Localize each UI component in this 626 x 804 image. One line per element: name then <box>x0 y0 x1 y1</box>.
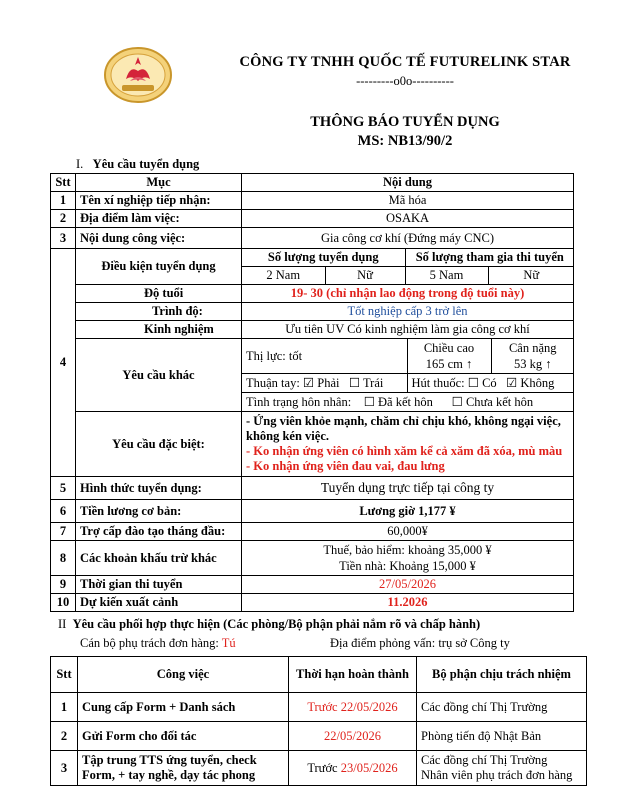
section-1-number: I. <box>76 157 84 171</box>
weight-value: 53 kg ↑ <box>514 357 552 371</box>
row-label: Địa điểm làm việc: <box>76 210 242 228</box>
female-recruit: Nữ <box>325 267 405 285</box>
row-value: Lương giờ 1,177 ¥ <box>242 500 574 523</box>
conditions-label: Điều kiện tuyển dụng <box>76 249 242 285</box>
interview-venue: Địa điểm phỏng vấn: trụ sở Công ty <box>330 636 510 650</box>
exam-qty-label: Số lượng tham gia thi tuyển <box>405 249 574 267</box>
row-stt: 3 <box>51 751 78 786</box>
row-stt: 1 <box>51 192 76 210</box>
table-row <box>51 751 587 786</box>
header-stt: Stt <box>51 174 76 192</box>
age-value: 19- 30 (chỉ nhận lao động trong độ tuổi này) <box>242 285 574 303</box>
education-label: Trình độ: <box>76 303 242 321</box>
header-task: Công việc <box>78 657 289 693</box>
row-deadline: 23/05/2026 <box>340 760 398 775</box>
height-label: Chiều cao <box>423 341 475 355</box>
conditions-row <box>51 249 574 285</box>
age-label: Độ tuổi <box>76 285 242 303</box>
row-label: Thời gian thi tuyển <box>76 576 242 594</box>
row-stt: 7 <box>51 523 76 541</box>
row-stt: 9 <box>51 576 76 594</box>
female-exam: Nữ <box>523 268 540 282</box>
section-2-title: Yêu cầu phối hợp thực hiện (Các phòng/Bộ phận phải nắm rõ và chấp hành) <box>72 617 481 631</box>
table-row <box>51 192 574 210</box>
row-value: 27/05/2026 <box>242 576 574 594</box>
row-deadline-prefix: Trước <box>307 760 341 775</box>
marital-status-checkboxes[interactable]: Tình trạng hôn nhân: ☐ Đã kết hôn ☐ Chưa kết hôn <box>246 395 534 409</box>
table-header-row <box>51 174 574 192</box>
row-label: Tên xí nghiệp tiếp nhận: <box>76 192 242 210</box>
row-stt: 3 <box>51 228 76 249</box>
row-dept: Các đồng chí Thị Trường <box>417 693 587 722</box>
row-stt: 2 <box>51 210 76 228</box>
vision: Thị lực: tốt <box>242 339 407 374</box>
row-dept-2: Nhân viên phụ trách đơn hàng <box>421 768 573 782</box>
row-stt: 8 <box>51 541 76 576</box>
other-label: Yêu cầu khác <box>76 339 242 412</box>
special-requirement-3: - Ko nhận ứng viên đau vai, đau lưng <box>246 459 445 473</box>
education-value: Tốt nghiệp cấp 3 trở lên <box>242 303 574 321</box>
male-recruit: 2 Nam <box>242 267 325 285</box>
row-label: Hình thức tuyển dụng: <box>76 477 242 500</box>
header-separator: ---------o0o---------- <box>356 74 454 88</box>
row-dept: Phòng tiến độ Nhật Bản <box>417 722 587 751</box>
header-content: Nội dung <box>242 174 574 192</box>
experience-value: Ưu tiên UV Có kinh nghiệm làm gia công cơ khí <box>242 321 574 339</box>
staff-label: Cán bộ phụ trách đơn hàng: <box>80 636 222 650</box>
row-stt: 4 <box>51 249 76 477</box>
row-stt: 10 <box>51 594 76 612</box>
document-code: MS: NB13/90/2 <box>357 133 453 149</box>
quantity-subtable <box>242 249 574 284</box>
table-row <box>51 541 574 576</box>
smoking-checkboxes[interactable]: Hút thuốc: ☐ Có ☑ Không <box>407 374 574 393</box>
education-row <box>51 303 574 321</box>
company-logo <box>104 47 172 103</box>
row-task: Tập trung TTS ứng tuyển, check Form, + tay nghề, dạy tác phong <box>78 751 289 786</box>
table-row <box>51 228 574 249</box>
header-dept: Bộ phận chịu trách nhiệm <box>417 657 587 693</box>
header-item: Mục <box>76 174 242 192</box>
row-task: Cung cấp Form + Danh sách <box>78 693 289 722</box>
handedness-checkboxes[interactable]: Thuận tay: ☑ Phải ☐ Trái <box>242 374 407 393</box>
row-stt: 2 <box>51 722 78 751</box>
row-value: Mã hóa <box>242 192 574 210</box>
section-2-number: II <box>58 617 67 631</box>
row-stt: 1 <box>51 693 78 722</box>
other-subtable <box>242 339 574 411</box>
special-requirements-row <box>51 412 574 477</box>
height-value: 165 cm ↑ <box>425 357 473 371</box>
row-dept: Các đồng chí Thị Trường <box>421 753 548 767</box>
coordination-table <box>50 656 587 786</box>
table-row <box>51 477 574 500</box>
special-label: Yêu cầu đặc biệt: <box>76 412 242 477</box>
row-value: Tuyển dụng trực tiếp tại công ty <box>242 477 574 500</box>
row-value: 11.2026 <box>242 594 574 612</box>
experience-label: Kinh nghiệm <box>76 321 242 339</box>
table-row <box>51 722 587 751</box>
staff-name: Tú <box>221 636 236 650</box>
section-1-title: Yêu cầu tuyển dụng <box>92 157 200 171</box>
row-label: Các khoản khấu trừ khác <box>76 541 242 576</box>
weight-label: Cân nặng <box>508 341 557 355</box>
table-row <box>51 693 587 722</box>
staff-in-charge <box>80 636 236 651</box>
table-row <box>51 594 574 612</box>
requirements-table <box>50 173 574 612</box>
special-requirement-2: - Ko nhận ứng viên có hình xăm kể cả xăm đã xóa, mù màu <box>246 444 563 458</box>
row-deadline: Trước 22/05/2026 <box>289 693 417 722</box>
age-row <box>51 285 574 303</box>
row-task: Gửi Form cho đối tác <box>78 722 289 751</box>
recruit-qty-label: Số lượng tuyển dụng <box>242 249 405 267</box>
male-exam: 5 Nam <box>405 267 488 285</box>
document-title: THÔNG BÁO TUYỂN DỤNG <box>310 114 500 130</box>
experience-row <box>51 321 574 339</box>
table-header-row <box>51 657 587 693</box>
row-value: 60,000¥ <box>242 523 574 541</box>
table-row <box>51 523 574 541</box>
deduction-tax: Thuế, bảo hiểm: khoảng 35,000 ¥ <box>323 543 492 557</box>
row-stt: 6 <box>51 500 76 523</box>
row-label: Nội dung công việc: <box>76 228 242 249</box>
other-requirements-row <box>51 339 574 412</box>
header-deadline: Thời hạn hoàn thành <box>289 657 417 693</box>
row-label: Tiền lương cơ bản: <box>76 500 242 523</box>
row-deadline: 22/05/2026 <box>289 722 417 751</box>
table-row <box>51 210 574 228</box>
table-row <box>51 500 574 523</box>
deduction-housing: Tiền nhà: Khoảng 15,000 ¥ <box>339 559 476 573</box>
header-stt: Stt <box>51 657 78 693</box>
row-value: OSAKA <box>242 210 574 228</box>
company-name: CÔNG TY TNHH QUỐC TẾ FUTURELINK STAR <box>239 54 571 70</box>
row-label: Trợ cấp đào tạo tháng đầu: <box>76 523 242 541</box>
row-label: Dự kiến xuất cảnh <box>76 594 242 612</box>
row-value: Gia công cơ khí (Đứng máy CNC) <box>242 228 574 249</box>
row-stt: 5 <box>51 477 76 500</box>
table-row <box>51 576 574 594</box>
special-requirement-1: - Ứng viên khỏe mạnh, chăm chỉ chịu khó, không ngại việc, không kén việc. <box>246 414 561 443</box>
section-2-heading <box>58 617 480 632</box>
section-1-heading <box>76 157 199 172</box>
